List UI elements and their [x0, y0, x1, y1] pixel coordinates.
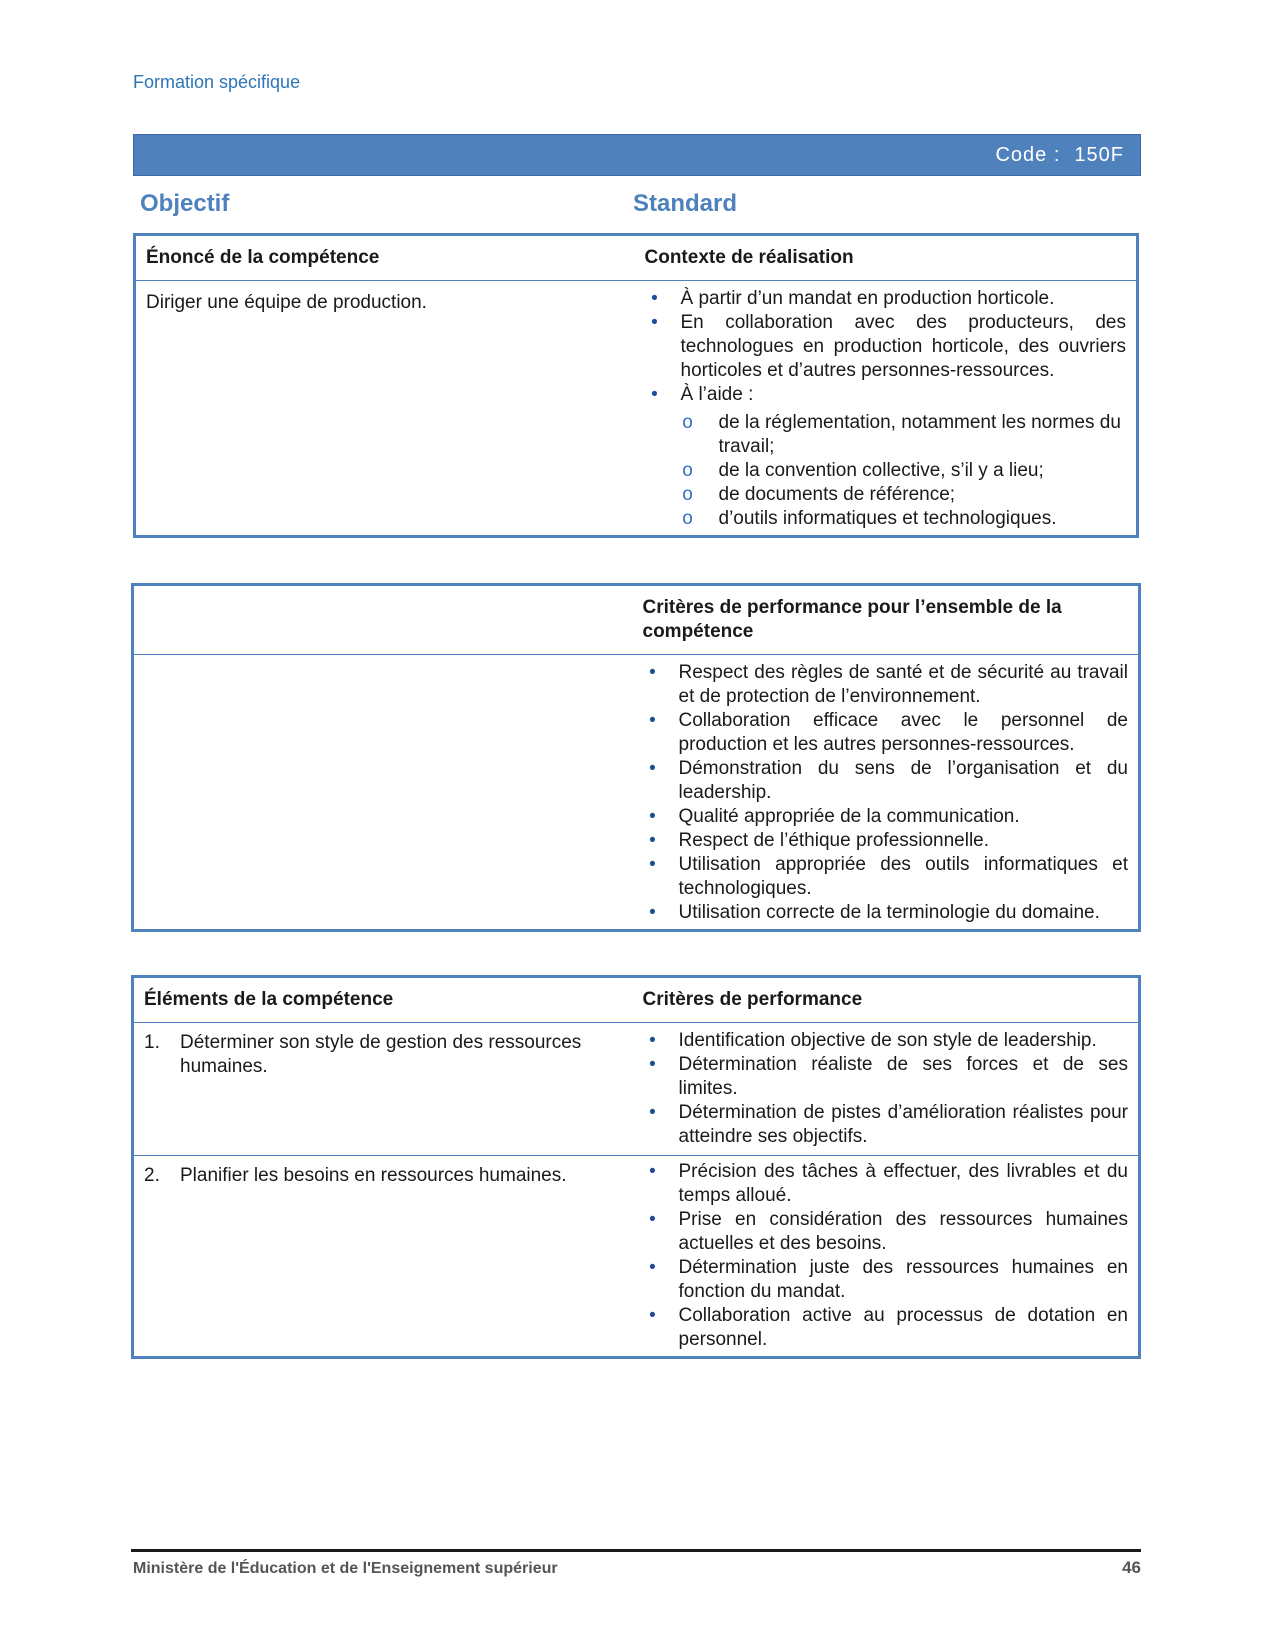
criteria-list	[643, 1029, 1129, 1149]
list-item: • Détermination de pistes d’amélioration réalistes pour atteindre ses objectifs.	[679, 1101, 1129, 1149]
element-text: Déterminer son style de gestion des ressources humaines.	[180, 1032, 582, 1077]
list-item: • Identification objective de son style de leadership.	[679, 1029, 1129, 1053]
list-item: • Collaboration efficace avec le personnel de production et les autres personnes-ressources.	[679, 709, 1129, 757]
elements-header: Éléments de la compétence	[133, 977, 633, 1023]
criteria-cell	[633, 1023, 1140, 1156]
competence-statement: Diriger une équipe de production.	[146, 292, 427, 313]
table-row	[133, 1156, 1140, 1358]
sub-list-item: o de documents de référence;	[719, 483, 1127, 507]
empty-cell	[133, 655, 633, 931]
list-item: • Détermination réaliste de ses forces et de ses limites.	[679, 1053, 1129, 1101]
list-item	[681, 383, 1127, 531]
list-item: • Prise en considération des ressources humaines actuelles et des besoins.	[679, 1208, 1129, 1256]
list-item: • En collaboration avec des producteurs, des technologues en production horticole, des ouvriers horticoles et d’autres personnes-ressources.	[681, 311, 1127, 383]
list-item: • À partir d’un mandat en production horticole.	[681, 287, 1127, 311]
criteria-cell	[633, 1156, 1140, 1358]
footer-rule	[131, 1549, 1141, 1552]
overall-criteria-table	[131, 583, 1141, 932]
list-item: • Précision des tâches à effectuer, des livrables et du temps alloué.	[679, 1160, 1129, 1208]
list-item: • Utilisation correcte de la terminologie du domaine.	[679, 901, 1129, 925]
criteria-list	[643, 1160, 1129, 1352]
list-item: • Démonstration du sens de l’organisation et du leadership.	[679, 757, 1129, 805]
list-item: • Respect des règles de santé et de sécurité au travail et de protection de l’environnement.	[679, 661, 1129, 709]
empty-header-cell	[133, 585, 633, 655]
list-item-text: À l’aide :	[680, 384, 754, 405]
competence-statement-header: Énoncé de la compétence	[135, 235, 635, 281]
list-item: • Qualité appropriée de la communication.	[679, 805, 1129, 829]
table-row	[133, 1023, 1140, 1156]
element-cell	[133, 1023, 633, 1156]
context-list	[645, 287, 1127, 531]
list-item: • Détermination juste des ressources humaines en fonction du mandat.	[679, 1256, 1129, 1304]
element-cell	[133, 1156, 633, 1358]
code-label: Code :	[995, 143, 1061, 166]
criteria-header: Critères de performance	[633, 977, 1140, 1023]
standard-heading: Standard	[633, 190, 738, 217]
sub-list-item: o de la réglementation, notamment les normes du travail;	[719, 411, 1127, 459]
objectif-heading: Objectif	[140, 190, 230, 217]
footer-ministry: Ministère de l'Éducation et de l'Enseignement supérieur	[133, 1560, 558, 1577]
elements-table	[131, 975, 1141, 1359]
context-header: Contexte de réalisation	[635, 235, 1138, 281]
overall-criteria-header: Critères de performance pour l’ensemble de la compétence	[633, 585, 1140, 655]
code-bar	[133, 134, 1141, 176]
running-header: Formation spécifique	[133, 72, 301, 92]
context-sublist	[681, 411, 1127, 531]
overall-criteria-cell	[633, 655, 1140, 931]
list-item: • Utilisation appropriée des outils informatiques et technologiques.	[679, 853, 1129, 901]
overall-criteria-list	[643, 661, 1129, 925]
element-text: Planifier les besoins en ressources humaines.	[180, 1165, 567, 1186]
element-number: 1.	[144, 1032, 160, 1053]
list-item: • Respect de l’éthique professionnelle.	[679, 829, 1129, 853]
page-number: 46	[1122, 1558, 1141, 1577]
code-value: 150F	[1074, 143, 1124, 166]
sub-list-item: o de la convention collective, s’il y a lieu;	[719, 459, 1127, 483]
element-number: 2.	[144, 1165, 160, 1186]
context-cell	[635, 281, 1138, 537]
list-item: • Collaboration active au processus de dotation en personnel.	[679, 1304, 1129, 1352]
sub-list-item: o d’outils informatiques et technologiques.	[719, 507, 1127, 531]
competence-statement-table	[133, 233, 1139, 538]
